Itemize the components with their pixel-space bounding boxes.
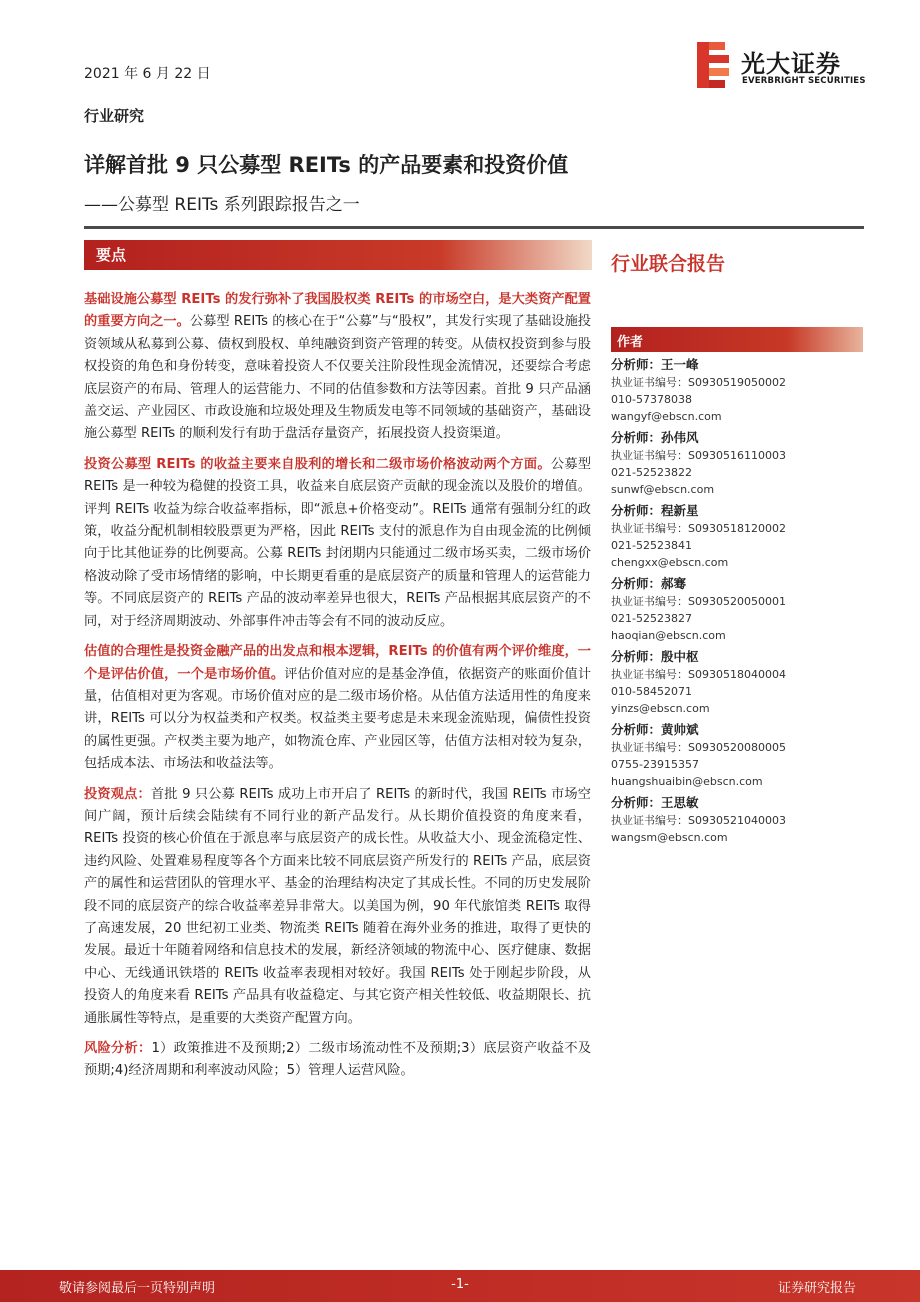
report-title: 详解首批 9 只公募型 REITs 的产品要素和投资价值 — [84, 153, 569, 177]
analyst-list — [611, 356, 863, 850]
analyst-email[interactable]: yinzs@ebscn.com — [611, 702, 710, 715]
analyst-cert: 执业证书编号：S0930521040003 — [611, 814, 786, 827]
analyst-cert: 执业证书编号：S0930520050001 — [611, 595, 786, 608]
analyst-entry — [611, 575, 863, 644]
analyst-email[interactable]: chengxx@ebscn.com — [611, 556, 729, 569]
key-point-highlight: 风险分析： — [84, 1041, 152, 1056]
key-point-highlight: 投资观点： — [84, 786, 151, 802]
analyst-name: 分析师：王思敏 — [611, 795, 699, 810]
analyst-phone: 010-58452071 — [611, 685, 692, 698]
analyst-phone: 010-57378038 — [611, 393, 692, 406]
page-footer — [0, 1270, 920, 1302]
key-point-highlight: 投资公募型 REITs 的收益主要来自股利的增长和二级市场价格波动两个方面。 — [84, 456, 551, 472]
report-category: 行业研究 — [84, 107, 145, 125]
key-point-paragraph — [84, 454, 591, 633]
analyst-cert: 执业证书编号：S0930519050002 — [611, 376, 786, 389]
analyst-name: 分析师：程新星 — [611, 503, 699, 518]
footer-report-label: 证券研究报告 — [777, 1281, 856, 1296]
investment-view-paragraph — [84, 784, 591, 1030]
analyst-name: 分析师：郝骞 — [611, 576, 687, 591]
report-type: 行业联合报告 — [611, 253, 726, 275]
footer-disclaimer: 敬请参阅最后一页特别声明 — [59, 1281, 216, 1296]
report-date: 2021 年 6 月 22 日 — [84, 66, 211, 82]
analyst-phone: 021-52523822 — [611, 466, 692, 479]
analyst-name: 分析师：王一峰 — [611, 357, 699, 372]
analyst-cert: 执业证书编号：S0930518040004 — [611, 668, 786, 681]
analyst-phone: 021-52523841 — [611, 539, 692, 552]
analyst-entry — [611, 794, 863, 846]
analyst-entry — [611, 356, 863, 425]
authors-label: 作者 — [617, 335, 644, 350]
analyst-entry — [611, 429, 863, 498]
key-point-text: 公募型 REITs 是一种较为稳健的投资工具，收益来自底层资产贡献的现金流以及股价的增值。评判 REITs 收益为综合收益率指标，即“派息+价格变动”。REITs 通常有强制分红的政策，收益分配机制相较股票更为严格，因此 REITs 支付的派息作为自由现金流的比例倾向于比其他证券的比例要高。公募 REITs 封闭期内只能通过二级市场买卖，二级市场价格波动除了受市场情绪的影响，中长期更看重的是底层资产的质量和管理人的运营能力等。不同底层资产的 REITs 产品的波动率差异也很大，REITs 产品根据其底层资产的不同，对于经济周期波动、外部事件冲击等会有不同的波动反应。 — [84, 456, 592, 629]
authors-header — [611, 327, 863, 352]
logo-english-name: EVERBRIGHT SECURITIES — [742, 76, 866, 86]
key-point-paragraph — [84, 641, 591, 775]
key-points-body — [84, 289, 591, 1091]
analyst-email[interactable]: wangsm@ebscn.com — [611, 831, 728, 844]
analyst-phone: 0755-23915357 — [611, 758, 699, 771]
analyst-entry — [611, 502, 863, 571]
analyst-email[interactable]: huangshuaibin@ebscn.com — [611, 775, 763, 788]
analyst-entry — [611, 721, 863, 790]
analyst-phone: 021-52523827 — [611, 612, 692, 625]
analyst-cert: 执业证书编号：S0930518120002 — [611, 522, 786, 535]
analyst-entry — [611, 648, 863, 717]
report-subtitle: ——公募型 REITs 系列跟踪报告之一 — [84, 195, 360, 215]
analyst-email[interactable]: wangyf@ebscn.com — [611, 410, 722, 423]
company-logo — [697, 42, 877, 92]
analyst-name: 分析师：殷中枢 — [611, 649, 699, 664]
analyst-name: 分析师：黄帅斌 — [611, 722, 699, 737]
key-points-label: 要点 — [96, 246, 127, 264]
key-point-text: 评估价值对应的是基金净值，依据资产的账面价值计量，估值相对更为客观。市场价值对应的是二级市场价格。从估值方法适用性的角度来讲，REITs 可以分为权益类和产权类。权益类主要考虑是未来现金流贴现，偏债性投资的属性更强。产权类主要为地产，如物流仓库、产业园区等，估值方法相对较为复杂，包括成本法、市场法和收益法等。 — [84, 666, 592, 772]
page-number: -1- — [451, 1277, 469, 1292]
analyst-email[interactable]: haoqian@ebscn.com — [611, 629, 726, 642]
everbright-logo-icon — [697, 42, 729, 88]
key-point-highlight: 估值的合理性是投资金融产品的出发点和根本逻辑，REITs 的价值有两个评价维度，一个是评估价值，一个是市场价值。 — [84, 644, 591, 682]
logo-chinese-name: 光大证券 — [741, 50, 841, 78]
key-point-text: 公募型 REITs 的核心在于“公募”与“股权”，其发行实现了基础设施投资领域从私募到公募、债权到股权、单纯融资到资产管理的转变。从债权投资到参与股权投资的角色和身份转变，意味着投资人不仅要关注阶段性现金流情况，还要综合考虑底层资产的布局、管理人的运营能力、不同的估值参数和方法等因素。首批 9 只产品涵盖交运、产业园区、市政设施和垃圾处理及生物质发电等不同领域的基础资产，基础设施公募型 REITs 的顺利发行有助于盘活存量资产，拓展投资人投资渠道。 — [84, 314, 591, 442]
analyst-name: 分析师：孙伟风 — [611, 430, 699, 445]
analyst-cert: 执业证书编号：S0930516110003 — [611, 449, 786, 462]
analyst-email[interactable]: sunwf@ebscn.com — [611, 483, 715, 496]
key-point-paragraph — [84, 289, 591, 446]
title-divider — [84, 226, 864, 229]
key-point-text: 首批 9 只公募 REITs 成功上市开启了 REITs 的新时代，我国 REITs 市场空间广阔，预计后续会陆续有不同行业的新产品发行。从长期价值投资的角度来看，REITs 投资的核心价值在于派息率与底层资产的成长性。从收益大小、现金流稳定性、违约风险、处置难易程度等各个方面来比较不同底层资产所发行的 REITs 产品，底层资产的属性和运营团队的管理水平、基金的治理结构决定了其成长性。不同的历史发展阶段不同的底层资产的综合收益率差异非常大。以美国为例，90 年代旅馆类 REITs 取得了高速发展，20 世纪初工业类、物流类 REITs 随着在海外业务的推进，取得了更快的发展。最近十年随着网络和信息技术的发展，新经济领域的物流中心、医疗健康、数据中心、无线通讯铁塔的 REITs 收益率表现相对较好。我国 REITs 处于刚起步阶段，从投资人的角度来看 REITs 产品具有收益稳定、与其它资产相关性较低、收益期限长、抗通胀属性等特点，是重要的大类资产配置方向。 — [84, 786, 591, 1026]
key-points-header — [84, 240, 592, 270]
analyst-cert: 执业证书编号：S0930520080005 — [611, 741, 786, 754]
key-point-highlight: 基础设施公募型 REITs 的发行弥补了我国股权类 REITs 的市场空白，是大类资产配置的重要方向之一。 — [84, 292, 591, 330]
risk-analysis-paragraph — [84, 1038, 591, 1083]
key-point-text: 1）政策推进不及预期;2）二级市场流动性不及预期;3）底层资产收益不及预期;4)经济周期和利率波动风险；5）管理人运营风险。 — [84, 1041, 592, 1079]
